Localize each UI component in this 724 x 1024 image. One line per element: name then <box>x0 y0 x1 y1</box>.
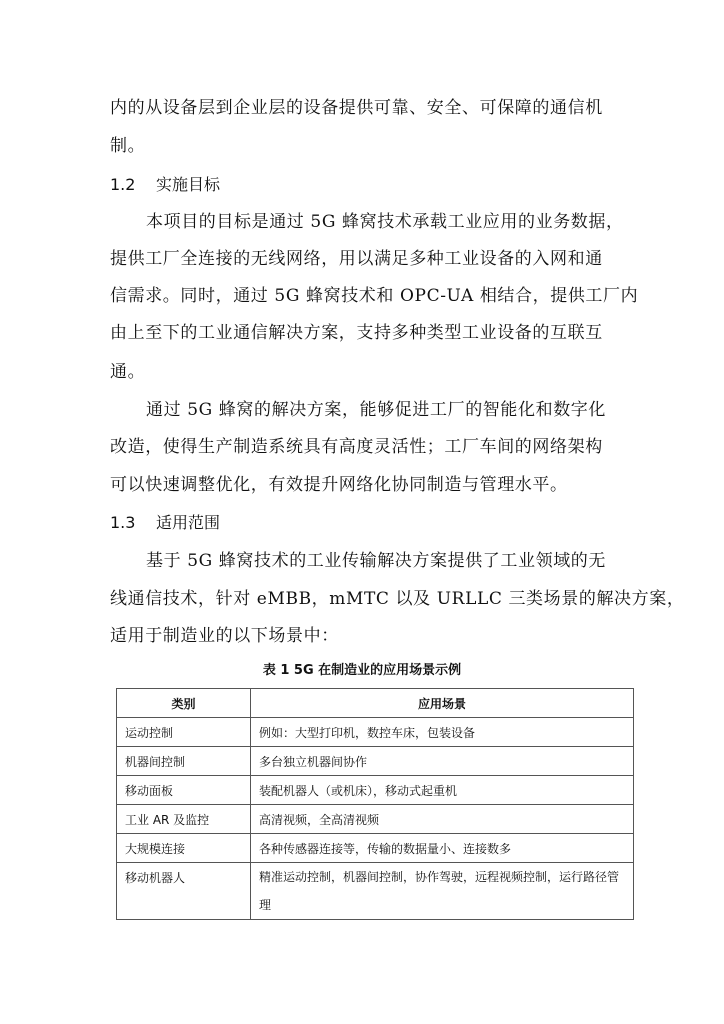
section-heading-1-2 <box>110 175 220 195</box>
table-row <box>117 863 634 920</box>
paragraph-line: 本项目的目标是通过 5G 蜂窝技术承载工业应用的业务数据， <box>146 212 624 232</box>
section-number: 1.3 <box>110 513 136 532</box>
row-scenario: 例如：大型打印机，数控车床，包装设备 <box>251 718 634 747</box>
table-row <box>117 776 634 805</box>
header-scenario: 应用场景 <box>251 689 634 718</box>
paragraph-line: 基于 5G 蜂窝技术的工业传输解决方案提供了工业领域的无 <box>146 551 607 571</box>
table-header-row <box>117 689 634 718</box>
paragraph-line: 线通信技术，针对 eMBB，mMTC 以及 URLLC 三类场景的解决方案， <box>110 589 685 609</box>
header-category: 类别 <box>117 689 251 718</box>
paragraph-line: 改造，使得生产制造系统具有高度灵活性；工厂车间的网络架构 <box>110 437 603 457</box>
section-heading-1-3 <box>110 513 220 533</box>
paragraph-line: 通。 <box>110 362 146 382</box>
row-category: 运动控制 <box>117 718 251 747</box>
table-row <box>117 747 634 776</box>
paragraph-line: 制。 <box>110 136 146 156</box>
paragraph-line: 信需求。同时，通过 5G 蜂窝技术和 OPC-UA 相结合，提供工厂内 <box>110 286 639 306</box>
row-category: 工业 AR 及监控 <box>117 805 251 834</box>
row-category: 大规模连接 <box>117 834 251 863</box>
paragraph-line: 由上至下的工业通信解决方案，支持多种类型工业设备的互联互 <box>110 323 603 343</box>
row-scenario: 多台独立机器间协作 <box>251 747 634 776</box>
section-title: 适用范围 <box>156 513 221 532</box>
table-row <box>117 834 634 863</box>
paragraph-line: 通过 5G 蜂窝的解决方案，能够促进工厂的智能化和数字化 <box>146 400 607 420</box>
table-caption: 表 1 5G 在制造业的应用场景示例 <box>262 663 462 678</box>
table-row <box>117 805 634 834</box>
row-scenario: 各种传感器连接等，传输的数据量小、连接数多 <box>251 834 634 863</box>
paragraph-line: 适用于制造业的以下场景中： <box>110 626 339 646</box>
application-scenarios-table <box>116 688 634 920</box>
table-row <box>117 718 634 747</box>
row-scenario: 装配机器人（或机床），移动式起重机 <box>251 776 634 805</box>
section-title: 实施目标 <box>156 175 221 194</box>
row-category: 机器间控制 <box>117 747 251 776</box>
row-scenario: 精准运动控制，机器间控制，协作驾驶，远程视频控制，运行路径管理 <box>251 863 634 920</box>
row-category: 移动面板 <box>117 776 251 805</box>
section-number: 1.2 <box>110 175 136 194</box>
row-category: 移动机器人 <box>117 863 251 920</box>
row-scenario: 高清视频，全高清视频 <box>251 805 634 834</box>
paragraph-line: 提供工厂全连接的无线网络，用以满足多种工业设备的入网和通 <box>110 249 603 269</box>
paragraph-line: 内的从设备层到企业层的设备提供可靠、安全、可保障的通信机 <box>110 98 603 118</box>
paragraph-line: 可以快速调整优化，有效提升网络化协同制造与管理水平。 <box>110 475 568 495</box>
